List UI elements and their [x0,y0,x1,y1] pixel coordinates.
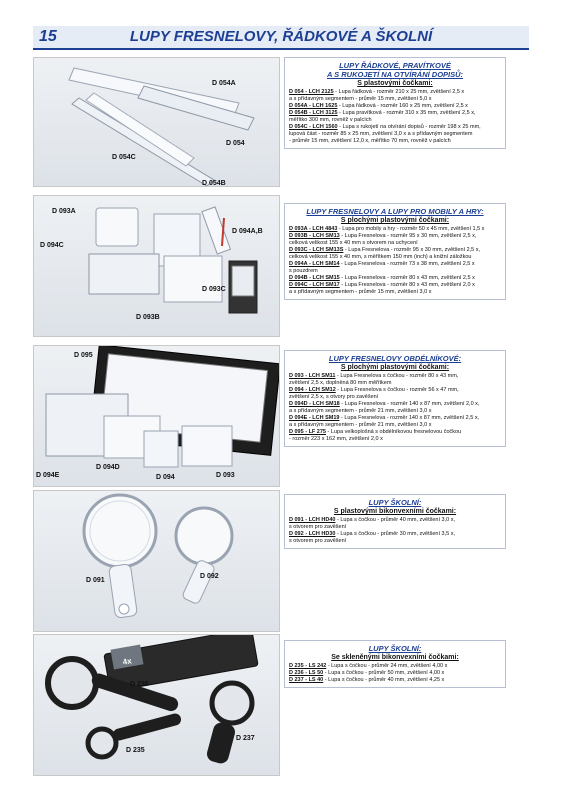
item-row: D 094A - LCH SM14 - Lupa Fresnelova - rozměr 73 x 38 mm, zvětšení 2,5 x [289,261,475,267]
item-row: D 054C - LCH 1560 - Lupa s rukojetí na otvírání dopisů - rozměr 198 x 25 mm, [289,124,481,130]
page-header [33,26,529,50]
section-school-glass [284,640,506,688]
school-glass-illustration [34,635,279,775]
section-title: A S RUKOJETÍ NA OTVÍRÁNÍ DOPISŮ: [326,70,464,79]
section-school-plastic [284,494,506,549]
photo-school-plastic [33,490,280,632]
item-row: D 092 - LCH HD30 - Lupa s čočkou - průměr 30 mm, zvětšení 3,5 x, [289,531,455,537]
item-row: - průměr 15 mm, zvětšení 12,0 x, měřítko 70 mm, rovněž v palcích [289,138,451,144]
photo-label: D 235 [126,747,145,754]
photo-label: D 093A [52,208,76,215]
item-row: D 093 - LCH SM11 - Lupa Fresnelova s čočkou - rozměr 80 x 43 mm, [289,373,459,379]
section-line-magnifiers [284,57,506,149]
item-row: s pouzdrem [289,268,318,274]
item-row: lupová část - rozměr 85 x 25 mm, zvětšení 3,0 x a s přídavným segmentem [289,131,473,137]
item-row: D 093B - LCH SM13 - Lupa Fresnelova - rozměr 95 x 30 mm, zvětšení 2,5 x, [289,233,477,239]
item-row: celková velikost 155 x 40 mm s otvorem na uchycení [289,240,418,246]
photo-label: D 054A [212,80,236,87]
item-row: s otvorem pro zavěšení [289,538,347,544]
section-fresnel-mobile [284,203,506,300]
photo-label: D 054C [112,154,136,161]
photo-label: D 237 [236,735,255,742]
photo-label: D 054 [226,140,245,147]
photo-label: D 093B [136,314,160,321]
section-rect-fresnel [284,350,506,447]
item-row: celková velikost 155 x 40 mm, s měřítkem 150 mm (inch) a knižní záložkou [289,254,472,260]
section-subtitle: S plochými plastovými čočkami: [340,364,450,371]
item-row: D 054A - LCH 1625 - Lupa řádková - rozměr 160 x 25 mm, zvětšení 2,5 x [289,103,468,109]
section-title: LUPY FRESNELOVY OBDÉLNÍKOVÉ: [328,354,462,363]
photo-label: D 093C [202,286,226,293]
section-title: LUPY FRESNELOVY A LUPY PRO MOBILY A HRY: [306,207,484,216]
item-row: D 235 - LS 242 - Lupa s čočkou - průměr 24 mm, zvětšení 4,00 x [289,663,448,669]
magnifier-print: 4x [122,656,133,667]
section-subtitle: S plastovými bikonvexními čočkami: [333,508,457,515]
item-row: D 094 - LCH SM12 - Lupa Fresnelova s čočkou - rozměr 56 x 47 mm, [289,387,459,393]
photo-label: D 095 [74,352,93,359]
item-row: zvětšení 2,5 x, doplněná 80 mm měřítkem [289,380,392,386]
item-row: D 093A - LCH 4843 - Lupa pro mobily a hry - rozměr 50 x 45 mm, zvětšení 1,5 x [289,226,485,232]
item-row: D 094C - LCH SM17 - Lupa Fresnelova - rozměr 80 x 43 mm, zvětšení 2,0 x [289,282,475,288]
section-title: LUPY ŘÁDKOVÉ, PRAVÍTKOVÉ [339,61,451,70]
photo-line-magnifiers [33,57,280,187]
section-subtitle: S plochými plastovými čočkami: [340,217,450,224]
item-row: D 054B - LCH 3125 - Lupa pravítková - rozměr 310 x 35 mm, zvětšení 2,5 x, [289,110,476,116]
item-row: měřítko 300 mm, rovněž v palcích [289,117,372,123]
rect-fresnel-illustration [34,346,279,486]
photo-label: D 093 [216,472,235,479]
section-title: LUPY ŠKOLNÍ: [368,498,422,507]
item-row: D 094E - LCH SM19 - Lupa Fresnelova - rozměr 140 x 87 mm, zvětšení 2,5 x, [289,415,480,421]
photo-label: D 094 [156,474,175,481]
item-row: D 237 - LS 40 - Lupa s čočkou - průměr 40 mm, zvětšení 4,25 x [289,677,445,683]
item-row: D 093C - LCH SM13S - Lupa Fresnelova - rozměr 95 x 30 mm, zvětšení 2,5 x, [289,247,481,253]
photo-label: D 236 [130,681,149,688]
item-row: D 236 - LS 50 - Lupa s čočkou - průměr 50 mm, zvětšení 4,00 x [289,670,445,676]
item-row: s otvorem pro zavěšení [289,524,347,530]
item-row: a s přídavným segmentem - průměr 15 mm, zvětšení 5,0 x [289,96,432,102]
item-row: D 095 - LF 275 - Lupa velkoplošná s obdélníkovou fresnelovou čočkou [289,429,462,435]
item-row: a s přídavným segmentem - průměr 21 mm, zvětšení 3,0 x [289,408,432,414]
line-magnifiers-illustration [34,58,279,186]
photo-school-glass [33,634,280,776]
section-title: LUPY ŠKOLNÍ: [368,644,422,653]
item-row: a s přídavným segmentem - průměr 15 mm, zvětšení 3,0 x [289,289,432,295]
photo-fresnel-mobile [33,195,280,337]
page-number: 15 [39,28,57,45]
photo-label: D 092 [200,573,219,580]
school-plastic-illustration [34,491,279,631]
section-subtitle: Se skleněnými bikonvexními čočkami: [331,654,459,661]
item-row: - rozměr 223 x 162 mm, zvětšení 2,0 x [289,436,383,442]
item-row: zvětšení 2,5 x, s otvory pro zavěšení [289,394,379,400]
item-row: a s přídavným segmentem - průměr 21 mm, zvětšení 3,0 x [289,422,432,428]
photo-label: D 094C [40,242,64,249]
item-row: D 054 - LCH 2125 - Lupa řádková - rozměr 210 x 25 mm, zvětšení 2,5 x [289,89,465,95]
section-subtitle: S plastovými čočkami: [357,80,433,87]
photo-label: D 091 [86,577,105,584]
item-row: D 094B - LCH SM15 - Lupa Fresnelova - rozměr 80 x 43 mm, zvětšení 2,5 x [289,275,475,281]
photo-label: D 094A,B [232,228,263,235]
photo-label: D 094D [96,464,120,471]
item-row: D 091 - LCH HD40 - Lupa s čočkou - průměr 40 mm, zvětšení 3,0 x, [289,517,455,523]
photo-rect-fresnel [33,345,280,487]
photo-label: D 094E [36,472,60,479]
page-title: LUPY FRESNELOVY, ŘÁDKOVÉ A ŠKOLNÍ [129,28,433,45]
photo-label: D 054B [202,180,226,187]
item-row: D 094D - LCH SM18 - Lupa Fresnelova - rozměr 140 x 87 mm, zvětšení 2,0 x, [289,401,480,407]
